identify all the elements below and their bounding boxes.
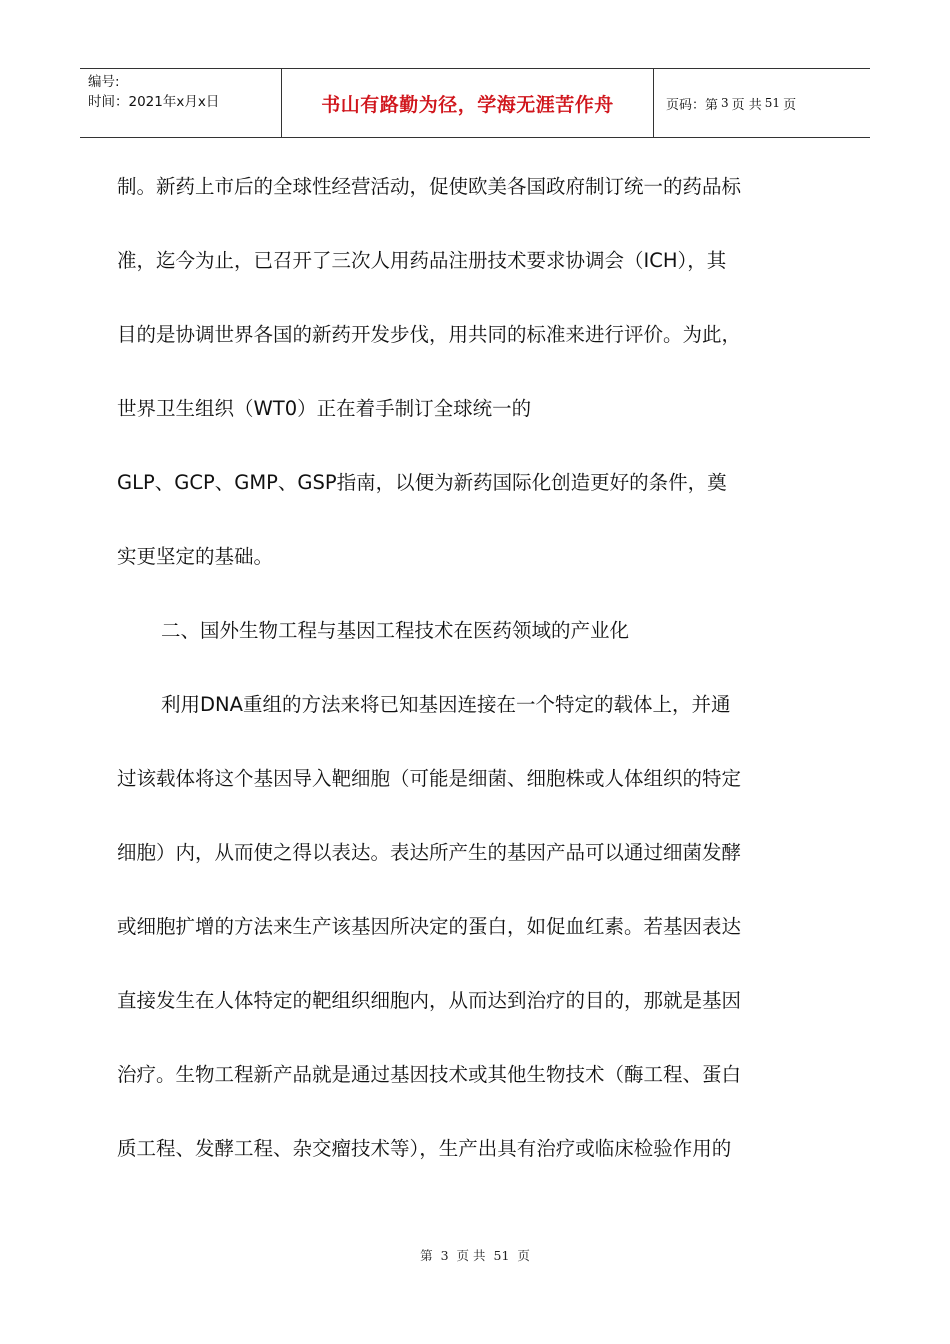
paragraph-start-line: 利用DNA重组的方法来将已知基因连接在一个特定的载体上，并通 [161,693,731,716]
footer-page-current: 3 [440,1248,449,1263]
text-line: 直接发生在人体特定的靶组织细胞内，从而达到治疗的目的，那就是基因 [117,989,742,1012]
header-motto: 书山有路勤为径，学海无涯苦作舟 [321,93,614,116]
footer-page-mid: 页 共 [456,1248,486,1263]
text-line: 准，迄今为止，已召开了三次人用药品注册技术要求协调会（ICH），其 [117,249,727,272]
footer-page-prefix: 第 [420,1248,433,1263]
document-date-label: 时间：2021年x月x日 [88,94,220,110]
header-motto-cell [282,69,654,137]
document-body [117,162,833,1198]
text-line: 世界卫生组织（WT0）正在着手制订全球统一的 [117,397,532,420]
document-number-label: 编号: [88,74,120,90]
text-line: 目的是协调世界各国的新药开发步伐，用共同的标准来进行评价。为此， [117,323,742,346]
text-line: GLP、GCP、GMP、GSP指南，以便为新药国际化创造更好的条件，奠 [117,471,727,494]
header-page-prefix: 页码：第 [666,97,719,113]
text-line: 制。新药上市后的全球性经营活动，促使欧美各国政府制订统一的药品标 [117,175,742,198]
header-meta-cell [80,69,282,137]
text-line: 或细胞扩增的方法来生产该基因所决定的蛋白，如促血红素。若基因表达 [117,915,742,938]
header-page-current: 3 [721,96,729,110]
text-line: 实更坚定的基础。 [117,545,274,568]
text-line: 细胞）内，从而使之得以表达。表达所产生的基因产品可以通过细菌发酵 [117,841,742,864]
text-line: 过该载体将这个基因导入靶细胞（可能是细菌、细胞株或人体组织的特定 [117,767,742,790]
header-page-total: 51 [764,96,781,110]
footer-page-total: 51 [493,1248,510,1263]
page-footer [0,1246,950,1264]
footer-page-suffix: 页 [517,1248,530,1263]
text-line: 质工程、发酵工程、杂交瘤技术等），生产出具有治疗或临床检验作用的 [117,1137,732,1160]
text-line: 治疗。生物工程新产品就是通过基因技术或其他生物技术（酶工程、蛋白 [117,1063,742,1086]
section-heading: 二、国外生物工程与基因工程技术在医药领域的产业化 [161,619,630,642]
header-page-cell [654,69,870,137]
header-page-mid: 页 共 [731,97,762,113]
header-page-suffix: 页 [783,97,797,113]
page-header [80,68,870,138]
